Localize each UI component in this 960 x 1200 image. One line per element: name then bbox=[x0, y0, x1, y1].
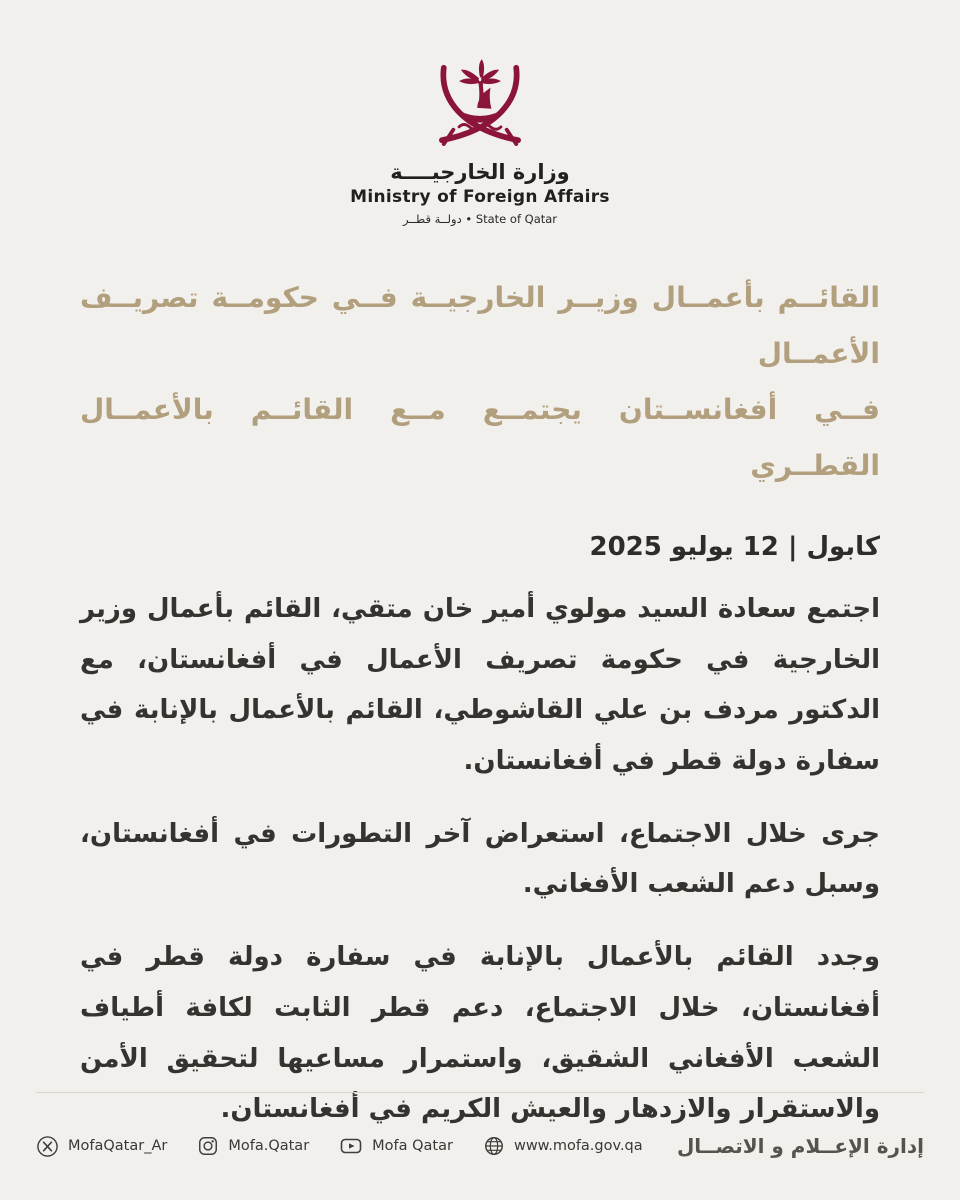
footer bbox=[0, 1092, 960, 1200]
qatar-mofa-emblem-icon bbox=[419, 56, 541, 152]
press-release-body bbox=[80, 584, 880, 1135]
ministry-name-english: Ministry of Foreign Affairs bbox=[350, 187, 610, 207]
title-line-1: القائــم بأعمــال وزيــر الخارجيــة فــي حكومــة تصريــف الأعمــال bbox=[80, 281, 880, 370]
footer-row bbox=[36, 1092, 924, 1200]
social-links bbox=[36, 1134, 643, 1158]
instagram-icon bbox=[197, 1135, 219, 1157]
social-handle-youtube: Mofa Qatar bbox=[372, 1138, 453, 1154]
header bbox=[0, 0, 960, 226]
press-release-title bbox=[80, 270, 880, 494]
department-name-arabic: إدارة الإعــلام و الاتصــال bbox=[676, 1134, 924, 1158]
social-handle-x: MofaQatar_Ar bbox=[68, 1138, 168, 1154]
body-paragraph-2: جرى خلال الاجتماع، استعراض آخر التطورات في أفغانستان، وسبل دعم الشعب الأفغاني. bbox=[80, 818, 880, 900]
dateline: كابول | 12 يوليو 2025 bbox=[589, 532, 880, 562]
ministry-name-arabic: وزارة الخارجيــــة bbox=[390, 160, 570, 184]
social-link-instagram[interactable] bbox=[197, 1135, 309, 1157]
x-icon bbox=[36, 1135, 59, 1158]
press-release-content bbox=[80, 270, 880, 1135]
globe-icon bbox=[483, 1135, 505, 1157]
social-link-youtube[interactable] bbox=[339, 1134, 453, 1158]
title-line-2: فــي أفغانســتان يجتمــع مــع القائــم بالأعمــال القطــري bbox=[80, 393, 880, 482]
state-of-qatar-line: دولــة قطــر • State of Qatar bbox=[402, 212, 558, 226]
social-handle-instagram: Mofa.Qatar bbox=[228, 1138, 310, 1154]
website-url: www.mofa.gov.qa bbox=[513, 1138, 643, 1154]
body-paragraph-3: وجدد القائم بالأعمال بالإنابة في سفارة دولة قطر في أفغانستان، خلال الاجتماع، دعم قطر الثابت لكافة أطياف الشعب الأفغاني الشقيق، واستمرار مساعيها لتحقيق الأمن والاستقرار والازدهار والعيش الكريم في أفغانستان. bbox=[80, 942, 880, 1125]
social-link-x[interactable] bbox=[36, 1135, 167, 1158]
social-link-website[interactable] bbox=[483, 1135, 643, 1157]
body-paragraph-1: اجتمع سعادة السيد مولوي أمير خان متقي، القائم بأعمال وزير الخارجية في حكومة تصريف الأعمال في أفغانستان، مع الدكتور مردف بن علي القاشوطي، القائم بالأعمال بالإنابة في سفارة دولة قطر في أفغانستان. bbox=[80, 594, 880, 777]
youtube-icon bbox=[339, 1134, 363, 1158]
